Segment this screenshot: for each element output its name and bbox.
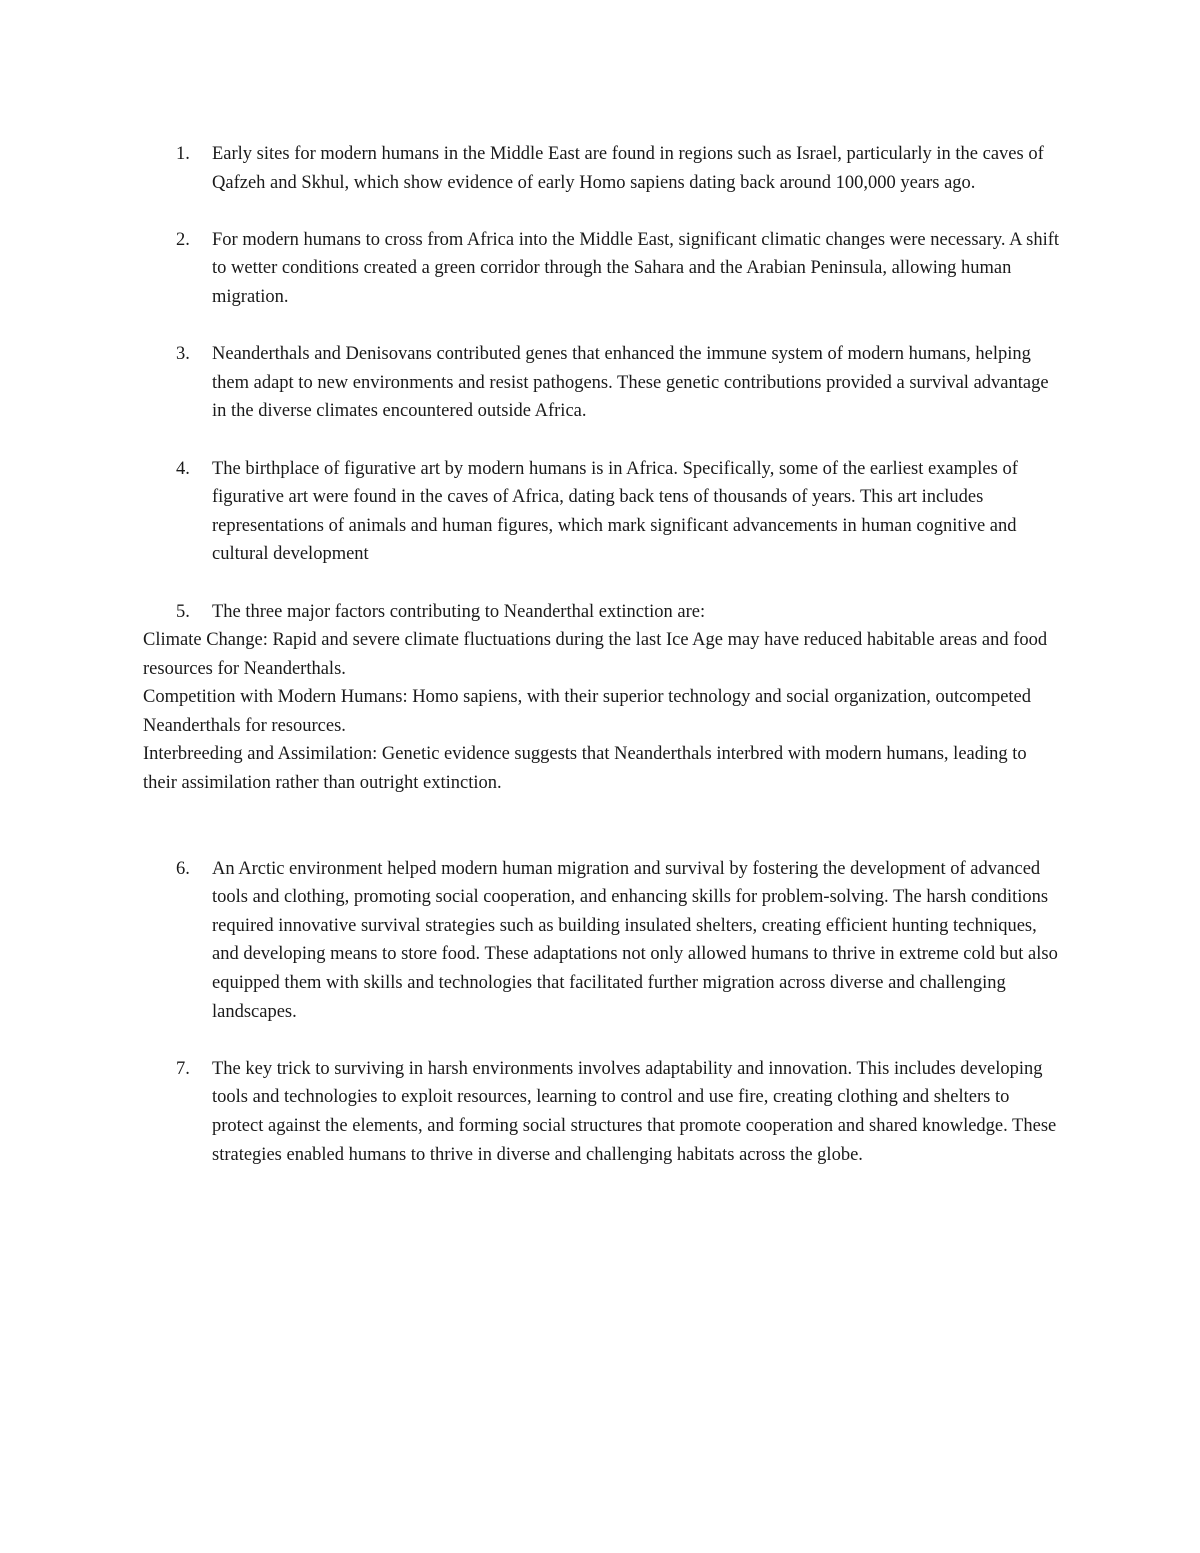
list-item-text: An Arctic environment helped modern human migration and survival by fostering the development of advanced tools and clothing, promoting social cooperation, and enhancing skills for problem-solving. The harsh conditions required innovative survival strategies such as building insulated shelters, creating efficient hunting techniques, and developing means to store food. These adaptations not only allowed humans to thrive in extreme cold but also equipped them with skills and technologies that facilitated further migration across diverse and challenging landscapes. — [212, 858, 1058, 1022]
list-number: 1. — [176, 144, 190, 164]
list-number: 6. — [176, 858, 190, 879]
list-number: 4. — [176, 458, 190, 479]
paragraph-spacer — [143, 1026, 1063, 1055]
list-item-text: Early sites for modern humans in the Middle East are found in regions such as Israel, particularly in the caves of Qafzeh and Skhul, which show evidence of early Homo sapiens dating back around 100,000 years ago. — [212, 144, 1044, 193]
paragraph-spacer — [143, 312, 1063, 341]
list-item-1 — [143, 140, 1063, 197]
list-item-2 — [143, 226, 1063, 312]
list-item-7 — [143, 1055, 1063, 1169]
list-number: 3. — [176, 344, 190, 365]
list-number: 5. — [176, 601, 190, 622]
list-item-text: Neanderthals and Denisovans contributed genes that enhanced the immune system of modern humans, helping them adapt to new environments and resist pathogens. These genetic contributions provided a survival advantage in the diverse climates encountered outside Africa. — [212, 344, 1049, 422]
list-number: 2. — [176, 229, 190, 250]
paragraph-spacer — [143, 426, 1063, 455]
list-item-text: The three major factors contributing to Neanderthal extinction are: — [212, 601, 706, 622]
list-item-text: The key trick to surviving in harsh environments involves adaptability and innovation. This includes developing tools and technologies to exploit resources, learning to control and use fire, creating clothing and shelters to protect against the elements, and forming social structures that promote cooperation and shared knowledge. These strategies enabled humans to thrive in diverse and challenging habitats across the globe. — [212, 1058, 1057, 1165]
list-item-5 — [143, 598, 1063, 627]
factor-interbreeding: Interbreeding and Assimilation: Genetic evidence suggests that Neanderthals interbred with modern humans, leading to their assimilation rather than outright extinction. — [143, 744, 1027, 794]
document-body — [143, 140, 1063, 1169]
factor-climate-change: Climate Change: Rapid and severe climate fluctuations during the last Ice Age may have reduced habitable areas and food resources for Neanderthals. — [143, 630, 1048, 679]
list-item-4 — [143, 455, 1063, 569]
factor-competition: Competition with Modern Humans: Homo sapiens, with their superior technology and social organization, outcompeted Neanderthals for resources. — [143, 687, 1032, 736]
list-item-text: The birthplace of figurative art by modern humans is in Africa. Specifically, some of the earliest examples of figurative art were found in the caves of Africa, dating back tens of thousands of years. This art includes representations of animals and human figures, which mark significant advancements in human cognitive and cultural development — [212, 458, 1018, 565]
list-item-3 — [143, 340, 1063, 426]
paragraph-spacer — [143, 569, 1063, 598]
paragraph-spacer — [143, 197, 1063, 226]
paragraph-spacer — [143, 798, 1063, 855]
list-number: 7. — [176, 1058, 190, 1079]
list-item-text: For modern humans to cross from Africa into the Middle East, significant climatic changes were necessary. A shift to wetter conditions created a green corridor through the Sahara and the Arabian Peninsula, allowing human migration. — [212, 229, 1060, 307]
list-item-6 — [143, 855, 1063, 1027]
